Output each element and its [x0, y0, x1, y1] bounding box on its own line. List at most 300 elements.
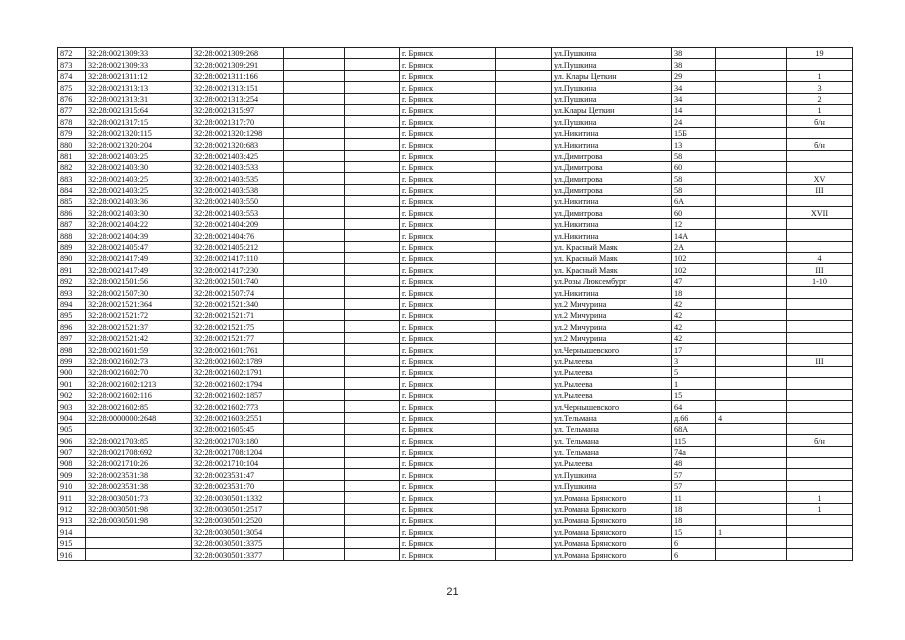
- premises-number-cell: [716, 241, 787, 252]
- row-number-cell: 914: [58, 526, 86, 537]
- land-cadastral-number-cell: 32:28:0021417:49: [86, 253, 192, 264]
- blank-col-7-cell: [496, 355, 552, 366]
- premises-number-cell: [716, 93, 787, 104]
- premises-number-cell: [716, 537, 787, 548]
- premises-number-cell: [716, 355, 787, 366]
- building-cadastral-number-cell: 32:28:0021313:254: [192, 93, 284, 104]
- premises-number-cell: [716, 104, 787, 115]
- street-cell: ул. Тельмана: [552, 435, 672, 446]
- house-number-cell: 15: [672, 526, 716, 537]
- blank-col-5-cell: [345, 70, 400, 81]
- city-cell: г. Брянск: [400, 241, 496, 252]
- house-number-cell: 2А: [672, 241, 716, 252]
- apartment-number-cell: 1: [787, 492, 853, 503]
- blank-col-7-cell: [496, 104, 552, 115]
- street-cell: ул.Пушкина: [552, 469, 672, 480]
- city-cell: г. Брянск: [400, 332, 496, 343]
- blank-col-4-cell: [284, 48, 345, 59]
- house-number-cell: 57: [672, 469, 716, 480]
- blank-col-4-cell: [284, 366, 345, 377]
- premises-number-cell: [716, 70, 787, 81]
- land-cadastral-number-cell: [86, 423, 192, 434]
- building-cadastral-number-cell: 32:28:0030501:3375: [192, 537, 284, 548]
- building-cadastral-number-cell: 32:28:0021602:773: [192, 401, 284, 412]
- blank-col-7-cell: [496, 332, 552, 343]
- land-cadastral-number-cell: 32:28:0021710:26: [86, 458, 192, 469]
- blank-col-4-cell: [284, 515, 345, 526]
- row-number-cell: 897: [58, 332, 86, 343]
- blank-col-7-cell: [496, 207, 552, 218]
- premises-number-cell: [716, 515, 787, 526]
- apartment-number-cell: 4: [787, 253, 853, 264]
- house-number-cell: 6А: [672, 196, 716, 207]
- blank-col-5-cell: [345, 332, 400, 343]
- table-row: [58, 253, 853, 264]
- row-number-cell: 881: [58, 150, 86, 161]
- blank-col-5-cell: [345, 264, 400, 275]
- street-cell: ул.Клары Цеткин: [552, 104, 672, 115]
- apartment-number-cell: 1: [787, 503, 853, 514]
- blank-col-4-cell: [284, 321, 345, 332]
- city-cell: г. Брянск: [400, 389, 496, 400]
- premises-number-cell: [716, 503, 787, 514]
- table-row: [58, 275, 853, 286]
- blank-col-4-cell: [284, 549, 345, 560]
- street-cell: ул.Рылеева: [552, 389, 672, 400]
- house-number-cell: 14: [672, 104, 716, 115]
- building-cadastral-number-cell: 32:28:0021311:166: [192, 70, 284, 81]
- building-cadastral-number-cell: 32:28:0021403:553: [192, 207, 284, 218]
- blank-col-7-cell: [496, 549, 552, 560]
- row-number-cell: 909: [58, 469, 86, 480]
- row-number-cell: 912: [58, 503, 86, 514]
- blank-col-4-cell: [284, 93, 345, 104]
- blank-col-7-cell: [496, 412, 552, 423]
- street-cell: ул.Тельмана: [552, 412, 672, 423]
- street-cell: ул.Пушкина: [552, 93, 672, 104]
- premises-number-cell: [716, 139, 787, 150]
- house-number-cell: 24: [672, 116, 716, 127]
- apartment-number-cell: б/н: [787, 116, 853, 127]
- property-register-table: [57, 47, 853, 561]
- house-number-cell: 3: [672, 355, 716, 366]
- premises-number-cell: [716, 423, 787, 434]
- land-cadastral-number-cell: 32:28:0021315:64: [86, 104, 192, 115]
- blank-col-4-cell: [284, 161, 345, 172]
- street-cell: ул.Пушкина: [552, 480, 672, 491]
- house-number-cell: 12: [672, 218, 716, 229]
- city-cell: г. Брянск: [400, 173, 496, 184]
- blank-col-5-cell: [345, 366, 400, 377]
- premises-number-cell: [716, 458, 787, 469]
- street-cell: ул.Пушкина: [552, 82, 672, 93]
- blank-col-5-cell: [345, 503, 400, 514]
- blank-col-4-cell: [284, 70, 345, 81]
- table-row: [58, 503, 853, 514]
- apartment-number-cell: [787, 412, 853, 423]
- blank-col-4-cell: [284, 59, 345, 70]
- row-number-cell: 898: [58, 344, 86, 355]
- street-cell: ул. Красный Маяк: [552, 264, 672, 275]
- blank-col-7-cell: [496, 321, 552, 332]
- row-number-cell: 880: [58, 139, 86, 150]
- apartment-number-cell: [787, 469, 853, 480]
- blank-col-7-cell: [496, 241, 552, 252]
- blank-col-4-cell: [284, 469, 345, 480]
- apartment-number-cell: [787, 196, 853, 207]
- apartment-number-cell: 2: [787, 93, 853, 104]
- blank-col-7-cell: [496, 401, 552, 412]
- blank-col-4-cell: [284, 492, 345, 503]
- blank-col-7-cell: [496, 253, 552, 264]
- street-cell: ул.Пушкина: [552, 59, 672, 70]
- blank-col-4-cell: [284, 241, 345, 252]
- premises-number-cell: [716, 401, 787, 412]
- blank-col-4-cell: [284, 378, 345, 389]
- table-row: [58, 127, 853, 138]
- blank-col-7-cell: [496, 435, 552, 446]
- building-cadastral-number-cell: 32:28:0021320:683: [192, 139, 284, 150]
- blank-col-7-cell: [496, 184, 552, 195]
- premises-number-cell: [716, 184, 787, 195]
- blank-col-5-cell: [345, 275, 400, 286]
- house-number-cell: 18: [672, 503, 716, 514]
- blank-col-5-cell: [345, 435, 400, 446]
- row-number-cell: 907: [58, 446, 86, 457]
- building-cadastral-number-cell: 32:28:0021313:151: [192, 82, 284, 93]
- apartment-number-cell: [787, 150, 853, 161]
- building-cadastral-number-cell: 32:28:0021403:538: [192, 184, 284, 195]
- blank-col-7-cell: [496, 469, 552, 480]
- land-cadastral-number-cell: 32:28:0030501:98: [86, 503, 192, 514]
- blank-col-7-cell: [496, 161, 552, 172]
- apartment-number-cell: [787, 230, 853, 241]
- apartment-number-cell: III: [787, 264, 853, 275]
- building-cadastral-number-cell: 32:28:0021703:180: [192, 435, 284, 446]
- apartment-number-cell: [787, 458, 853, 469]
- premises-number-cell: [716, 218, 787, 229]
- city-cell: г. Брянск: [400, 104, 496, 115]
- city-cell: г. Брянск: [400, 423, 496, 434]
- table-row: [58, 492, 853, 503]
- premises-number-cell: [716, 59, 787, 70]
- premises-number-cell: 4: [716, 412, 787, 423]
- premises-number-cell: [716, 298, 787, 309]
- table-row: [58, 150, 853, 161]
- blank-col-4-cell: [284, 230, 345, 241]
- blank-col-4-cell: [284, 332, 345, 343]
- building-cadastral-number-cell: 32:28:0021404:209: [192, 218, 284, 229]
- row-number-cell: 900: [58, 366, 86, 377]
- row-number-cell: 892: [58, 275, 86, 286]
- blank-col-7-cell: [496, 218, 552, 229]
- premises-number-cell: [716, 549, 787, 560]
- street-cell: ул.Никитина: [552, 127, 672, 138]
- blank-col-7-cell: [496, 173, 552, 184]
- house-number-cell: 6: [672, 537, 716, 548]
- house-number-cell: 47: [672, 275, 716, 286]
- building-cadastral-number-cell: 32:28:0021602:1857: [192, 389, 284, 400]
- blank-col-5-cell: [345, 378, 400, 389]
- blank-col-5-cell: [345, 150, 400, 161]
- blank-col-4-cell: [284, 446, 345, 457]
- building-cadastral-number-cell: 32:28:0021309:291: [192, 59, 284, 70]
- building-cadastral-number-cell: 32:28:0021710:104: [192, 458, 284, 469]
- table-row: [58, 230, 853, 241]
- apartment-number-cell: XV: [787, 173, 853, 184]
- city-cell: г. Брянск: [400, 59, 496, 70]
- land-cadastral-number-cell: 32:28:0021417:49: [86, 264, 192, 275]
- row-number-cell: 893: [58, 287, 86, 298]
- building-cadastral-number-cell: 32:28:0021708:1204: [192, 446, 284, 457]
- street-cell: ул.Романа Брянского: [552, 503, 672, 514]
- street-cell: ул.Никитина: [552, 218, 672, 229]
- row-number-cell: 915: [58, 537, 86, 548]
- land-cadastral-number-cell: [86, 526, 192, 537]
- land-cadastral-number-cell: 32:28:0021403:36: [86, 196, 192, 207]
- city-cell: г. Брянск: [400, 469, 496, 480]
- premises-number-cell: [716, 150, 787, 161]
- land-cadastral-number-cell: 32:28:0030501:73: [86, 492, 192, 503]
- land-cadastral-number-cell: 32:28:0021404:22: [86, 218, 192, 229]
- street-cell: ул.2 Мичурина: [552, 309, 672, 320]
- table-row: [58, 82, 853, 93]
- blank-col-7-cell: [496, 82, 552, 93]
- street-cell: ул.Романа Брянского: [552, 526, 672, 537]
- premises-number-cell: [716, 196, 787, 207]
- city-cell: г. Брянск: [400, 435, 496, 446]
- land-cadastral-number-cell: 32:28:0021601:59: [86, 344, 192, 355]
- street-cell: ул.Чернышевского: [552, 401, 672, 412]
- city-cell: г. Брянск: [400, 378, 496, 389]
- apartment-number-cell: XVII: [787, 207, 853, 218]
- land-cadastral-number-cell: 32:28:0021602:85: [86, 401, 192, 412]
- row-number-cell: 889: [58, 241, 86, 252]
- building-cadastral-number-cell: 32:28:0030501:2517: [192, 503, 284, 514]
- row-number-cell: 877: [58, 104, 86, 115]
- building-cadastral-number-cell: 32:28:0021605:45: [192, 423, 284, 434]
- blank-col-4-cell: [284, 435, 345, 446]
- building-cadastral-number-cell: 32:28:0021403:550: [192, 196, 284, 207]
- row-number-cell: 901: [58, 378, 86, 389]
- street-cell: ул.Романа Брянского: [552, 537, 672, 548]
- house-number-cell: 1: [672, 378, 716, 389]
- city-cell: г. Брянск: [400, 366, 496, 377]
- house-number-cell: 34: [672, 93, 716, 104]
- land-cadastral-number-cell: [86, 549, 192, 560]
- building-cadastral-number-cell: 32:28:0021603:2551: [192, 412, 284, 423]
- row-number-cell: 896: [58, 321, 86, 332]
- blank-col-5-cell: [345, 321, 400, 332]
- blank-col-7-cell: [496, 275, 552, 286]
- building-cadastral-number-cell: 32:28:0021403:425: [192, 150, 284, 161]
- city-cell: г. Брянск: [400, 218, 496, 229]
- city-cell: г. Брянск: [400, 48, 496, 59]
- table-row: [58, 332, 853, 343]
- building-cadastral-number-cell: 32:28:0021507:74: [192, 287, 284, 298]
- blank-col-5-cell: [345, 218, 400, 229]
- house-number-cell: 5: [672, 366, 716, 377]
- blank-col-7-cell: [496, 127, 552, 138]
- house-number-cell: 64: [672, 401, 716, 412]
- row-number-cell: 899: [58, 355, 86, 366]
- house-number-cell: 102: [672, 253, 716, 264]
- city-cell: г. Брянск: [400, 230, 496, 241]
- land-cadastral-number-cell: 32:28:0021403:30: [86, 207, 192, 218]
- land-cadastral-number-cell: 32:28:0023531:38: [86, 480, 192, 491]
- blank-col-7-cell: [496, 515, 552, 526]
- apartment-number-cell: [787, 515, 853, 526]
- city-cell: г. Брянск: [400, 184, 496, 195]
- blank-col-4-cell: [284, 537, 345, 548]
- apartment-number-cell: [787, 218, 853, 229]
- premises-number-cell: 1: [716, 526, 787, 537]
- house-number-cell: 58: [672, 150, 716, 161]
- land-cadastral-number-cell: 32:28:0021501:56: [86, 275, 192, 286]
- blank-col-7-cell: [496, 116, 552, 127]
- house-number-cell: 38: [672, 48, 716, 59]
- blank-col-5-cell: [345, 549, 400, 560]
- house-number-cell: 11: [672, 492, 716, 503]
- city-cell: г. Брянск: [400, 139, 496, 150]
- table-row: [58, 526, 853, 537]
- house-number-cell: 6: [672, 549, 716, 560]
- blank-col-5-cell: [345, 161, 400, 172]
- land-cadastral-number-cell: 32:28:0021521:72: [86, 309, 192, 320]
- blank-col-4-cell: [284, 116, 345, 127]
- apartment-number-cell: [787, 332, 853, 343]
- apartment-number-cell: [787, 127, 853, 138]
- blank-col-5-cell: [345, 241, 400, 252]
- street-cell: ул.Димитрова: [552, 173, 672, 184]
- city-cell: г. Брянск: [400, 93, 496, 104]
- blank-col-4-cell: [284, 458, 345, 469]
- house-number-cell: 68А: [672, 423, 716, 434]
- table-row: [58, 355, 853, 366]
- city-cell: г. Брянск: [400, 446, 496, 457]
- blank-col-5-cell: [345, 207, 400, 218]
- row-number-cell: 875: [58, 82, 86, 93]
- blank-col-5-cell: [345, 173, 400, 184]
- table-row: [58, 344, 853, 355]
- blank-col-5-cell: [345, 298, 400, 309]
- row-number-cell: 916: [58, 549, 86, 560]
- blank-col-7-cell: [496, 458, 552, 469]
- city-cell: г. Брянск: [400, 161, 496, 172]
- blank-col-4-cell: [284, 401, 345, 412]
- table-row: [58, 241, 853, 252]
- apartment-number-cell: [787, 423, 853, 434]
- house-number-cell: 14А: [672, 230, 716, 241]
- premises-number-cell: [716, 127, 787, 138]
- row-number-cell: 878: [58, 116, 86, 127]
- table-row: [58, 184, 853, 195]
- blank-col-5-cell: [345, 287, 400, 298]
- table-row: [58, 48, 853, 59]
- land-cadastral-number-cell: 32:28:0030501:98: [86, 515, 192, 526]
- table-row: [58, 173, 853, 184]
- building-cadastral-number-cell: 32:28:0021501:740: [192, 275, 284, 286]
- land-cadastral-number-cell: 32:28:0021320:204: [86, 139, 192, 150]
- blank-col-4-cell: [284, 480, 345, 491]
- house-number-cell: 15: [672, 389, 716, 400]
- street-cell: ул.Рылеева: [552, 366, 672, 377]
- row-number-cell: 887: [58, 218, 86, 229]
- blank-col-5-cell: [345, 537, 400, 548]
- street-cell: ул.Пушкина: [552, 116, 672, 127]
- row-number-cell: 873: [58, 59, 86, 70]
- table-row: [58, 515, 853, 526]
- row-number-cell: 894: [58, 298, 86, 309]
- blank-col-4-cell: [284, 423, 345, 434]
- table-row: [58, 321, 853, 332]
- street-cell: ул.Романа Брянского: [552, 492, 672, 503]
- blank-col-7-cell: [496, 480, 552, 491]
- building-cadastral-number-cell: 32:28:0021602:1789: [192, 355, 284, 366]
- city-cell: г. Брянск: [400, 492, 496, 503]
- building-cadastral-number-cell: 32:28:0021309:268: [192, 48, 284, 59]
- blank-col-4-cell: [284, 82, 345, 93]
- table-row: [58, 139, 853, 150]
- apartment-number-cell: [787, 241, 853, 252]
- blank-col-7-cell: [496, 389, 552, 400]
- city-cell: г. Брянск: [400, 503, 496, 514]
- blank-col-7-cell: [496, 230, 552, 241]
- blank-col-4-cell: [284, 196, 345, 207]
- apartment-number-cell: [787, 526, 853, 537]
- city-cell: г. Брянск: [400, 264, 496, 275]
- house-number-cell: 42: [672, 309, 716, 320]
- city-cell: г. Брянск: [400, 150, 496, 161]
- blank-col-7-cell: [496, 526, 552, 537]
- row-number-cell: 910: [58, 480, 86, 491]
- blank-col-4-cell: [284, 127, 345, 138]
- apartment-number-cell: [787, 161, 853, 172]
- blank-col-5-cell: [345, 93, 400, 104]
- city-cell: г. Брянск: [400, 458, 496, 469]
- premises-number-cell: [716, 161, 787, 172]
- blank-col-5-cell: [345, 389, 400, 400]
- register-sheet: [57, 47, 852, 561]
- apartment-number-cell: [787, 309, 853, 320]
- table-row: [58, 537, 853, 548]
- street-cell: ул.Димитрова: [552, 207, 672, 218]
- row-number-cell: 872: [58, 48, 86, 59]
- street-cell: ул.Романа Брянского: [552, 549, 672, 560]
- table-row: [58, 287, 853, 298]
- building-cadastral-number-cell: 32:28:0021521:75: [192, 321, 284, 332]
- blank-col-5-cell: [345, 412, 400, 423]
- street-cell: ул. Тельмана: [552, 446, 672, 457]
- city-cell: г. Брянск: [400, 207, 496, 218]
- premises-number-cell: [716, 378, 787, 389]
- table-row: [58, 298, 853, 309]
- apartment-number-cell: III: [787, 184, 853, 195]
- building-cadastral-number-cell: 32:28:0021521:71: [192, 309, 284, 320]
- apartment-number-cell: [787, 366, 853, 377]
- land-cadastral-number-cell: 32:28:0021521:42: [86, 332, 192, 343]
- blank-col-7-cell: [496, 70, 552, 81]
- apartment-number-cell: [787, 480, 853, 491]
- house-number-cell: 38: [672, 59, 716, 70]
- premises-number-cell: [716, 366, 787, 377]
- blank-col-4-cell: [284, 389, 345, 400]
- apartment-number-cell: [787, 446, 853, 457]
- row-number-cell: 876: [58, 93, 86, 104]
- row-number-cell: 908: [58, 458, 86, 469]
- city-cell: г. Брянск: [400, 287, 496, 298]
- city-cell: г. Брянск: [400, 321, 496, 332]
